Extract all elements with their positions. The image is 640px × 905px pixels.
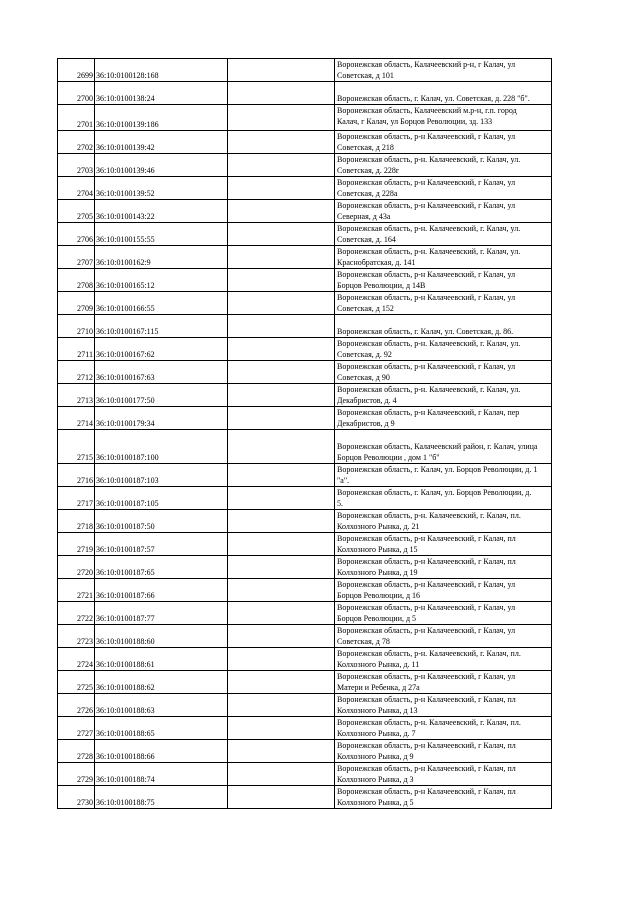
empty-cell: [228, 625, 335, 648]
cadastral-number: 36:10:0100188:65: [95, 717, 228, 740]
row-number: 2711: [58, 338, 95, 361]
empty-cell: [228, 223, 335, 246]
table-row: [58, 292, 552, 315]
cadastral-number: 36:10:0100165:12: [95, 269, 228, 292]
address: Воронежская область, р-н Калачеевский, г Калач, ул Советская, д 228а: [335, 177, 552, 200]
table-row: [58, 361, 552, 384]
cadastral-number: 36:10:0100139:52: [95, 177, 228, 200]
table-row: [58, 625, 552, 648]
address: Воронежская область, р-н Калачеевский, г Калач, ул Борцов Революции, д 5: [335, 602, 552, 625]
row-number: 2708: [58, 269, 95, 292]
empty-cell: [228, 269, 335, 292]
table-row: [58, 177, 552, 200]
row-number: 2713: [58, 384, 95, 407]
cadastral-number: 36:10:0100162:9: [95, 246, 228, 269]
row-number: 2723: [58, 625, 95, 648]
row-number: 2729: [58, 763, 95, 786]
table-row: [58, 487, 552, 510]
table-row: [58, 131, 552, 154]
address: Воронежская область, р-н Калачеевский, г Калач, пл Колхозного Рынка, д 13: [335, 694, 552, 717]
table-row: [58, 740, 552, 763]
row-number: 2717: [58, 487, 95, 510]
table-row: [58, 59, 552, 82]
address: Воронежская область, Калачеевский район, г. Калач, улица Борцов Революции , дом 1 "б": [335, 430, 552, 464]
cadastral-number: 36:10:0100187:77: [95, 602, 228, 625]
table-row: [58, 671, 552, 694]
address: Воронежская область, р-н Калачеевский, г Калач, ул Северная, д 43а: [335, 200, 552, 223]
address: Воронежская область, Калачеевский р-н, г Калач, ул Советская, д 101: [335, 59, 552, 82]
cadastral-number: 36:10:0100187:105: [95, 487, 228, 510]
registry-table: [57, 58, 552, 809]
table-row: [58, 763, 552, 786]
row-number: 2730: [58, 786, 95, 809]
address: Воронежская область, р-н Калачеевский, г Калач, ул Борцов Революции, д 16: [335, 579, 552, 602]
table-row: [58, 694, 552, 717]
table-row: [58, 315, 552, 338]
row-number: 2716: [58, 464, 95, 487]
cadastral-number: 36:10:0100188:62: [95, 671, 228, 694]
address: Воронежская область, р-н Калачеевский, г Калач, пл Колхозного Рынка, д 15: [335, 533, 552, 556]
empty-cell: [228, 154, 335, 177]
empty-cell: [228, 105, 335, 131]
row-number: 2728: [58, 740, 95, 763]
cadastral-number: 36:10:0100166:55: [95, 292, 228, 315]
cadastral-number: 36:10:0100138:24: [95, 82, 228, 105]
address: Воронежская область, г. Калач, ул. Борцов Революции, д. 5.: [335, 487, 552, 510]
address: Воронежская область, р-н. Калачеевский, г. Калач, ул. Советская, д. 92: [335, 338, 552, 361]
empty-cell: [228, 694, 335, 717]
address: Воронежская область, р-н. Калачеевский, г. Калач, ул. Советская, д. 228г: [335, 154, 552, 177]
empty-cell: [228, 786, 335, 809]
address: Воронежская область, р-н. Калачеевский, г. Калач, пл. Колхозного Рынка, д. 11: [335, 648, 552, 671]
empty-cell: [228, 200, 335, 223]
empty-cell: [228, 177, 335, 200]
row-number: 2701: [58, 105, 95, 131]
empty-cell: [228, 602, 335, 625]
empty-cell: [228, 487, 335, 510]
row-number: 2699: [58, 59, 95, 82]
address: Воронежская область, р-н Калачеевский, г Калач, ул Борцов Революции, д 14В: [335, 269, 552, 292]
row-number: 2706: [58, 223, 95, 246]
address: Воронежская область, р-н Калачеевский, г Калач, ул Советская, д 152: [335, 292, 552, 315]
address: Воронежская область, р-н Калачеевский, г Калач, ул Матери и Ребенка, д 27а: [335, 671, 552, 694]
empty-cell: [228, 763, 335, 786]
empty-cell: [228, 338, 335, 361]
address: Воронежская область, р-н Калачеевский, г Калач, ул Советская, д 218: [335, 131, 552, 154]
empty-cell: [228, 430, 335, 464]
table-row: [58, 579, 552, 602]
cadastral-number: 36:10:0100188:66: [95, 740, 228, 763]
empty-cell: [228, 82, 335, 105]
cadastral-number: 36:10:0100167:62: [95, 338, 228, 361]
cadastral-number: 36:10:0100128:168: [95, 59, 228, 82]
row-number: 2703: [58, 154, 95, 177]
empty-cell: [228, 59, 335, 82]
registry-table-body: [58, 59, 552, 809]
address: Воронежская область, р-н. Калачеевский, г. Калач, ул. Краснобратская, д. 141: [335, 246, 552, 269]
address: Воронежская область, р-н Калачеевский, г Калач, пл Колхозного Рынка, д 9: [335, 740, 552, 763]
cadastral-number: 36:10:0100187:66: [95, 579, 228, 602]
empty-cell: [228, 315, 335, 338]
table-row: [58, 154, 552, 177]
cadastral-number: 36:10:0100187:57: [95, 533, 228, 556]
address: Воронежская область, г. Калач, ул. Советская, д. 86.: [335, 315, 552, 338]
empty-cell: [228, 407, 335, 430]
row-number: 2714: [58, 407, 95, 430]
address: Воронежская область, г. Калач, ул. Борцов Революции, д. 1 "а".: [335, 464, 552, 487]
empty-cell: [228, 671, 335, 694]
table-row: [58, 269, 552, 292]
row-number: 2715: [58, 430, 95, 464]
row-number: 2721: [58, 579, 95, 602]
cadastral-number: 36:10:0100139:186: [95, 105, 228, 131]
row-number: 2725: [58, 671, 95, 694]
address: Воронежская область, р-н Калачеевский, г Калач, ул Советская, д 90: [335, 361, 552, 384]
cadastral-number: 36:10:0100155:55: [95, 223, 228, 246]
cadastral-number: 36:10:0100179:34: [95, 407, 228, 430]
row-number: 2719: [58, 533, 95, 556]
row-number: 2700: [58, 82, 95, 105]
empty-cell: [228, 246, 335, 269]
row-number: 2710: [58, 315, 95, 338]
table-row: [58, 533, 552, 556]
table-row: [58, 407, 552, 430]
table-row: [58, 602, 552, 625]
table-row: [58, 648, 552, 671]
table-row: [58, 105, 552, 131]
cadastral-number: 36:10:0100188:63: [95, 694, 228, 717]
cadastral-number: 36:10:0100187:65: [95, 556, 228, 579]
row-number: 2705: [58, 200, 95, 223]
empty-cell: [228, 361, 335, 384]
table-row: [58, 246, 552, 269]
cadastral-number: 36:10:0100177:50: [95, 384, 228, 407]
empty-cell: [228, 533, 335, 556]
row-number: 2722: [58, 602, 95, 625]
row-number: 2712: [58, 361, 95, 384]
row-number: 2709: [58, 292, 95, 315]
address: Воронежская область, р-н Калачеевский, г Калач, пл Колхозного Рынка, д 3: [335, 763, 552, 786]
table-row: [58, 82, 552, 105]
table-row: [58, 464, 552, 487]
table-row: [58, 717, 552, 740]
row-number: 2718: [58, 510, 95, 533]
row-number: 2707: [58, 246, 95, 269]
empty-cell: [228, 717, 335, 740]
table-row: [58, 384, 552, 407]
address: Воронежская область, Калачеевский м.р-н, г.п. город Калач, г Калач, ул Борцов Революции, зд. 133: [335, 105, 552, 131]
cadastral-number: 36:10:0100167:115: [95, 315, 228, 338]
cadastral-number: 36:10:0100139:42: [95, 131, 228, 154]
table-row: [58, 556, 552, 579]
row-number: 2726: [58, 694, 95, 717]
row-number: 2704: [58, 177, 95, 200]
table-row: [58, 430, 552, 464]
address: Воронежская область, р-н Калачеевский, г Калач, ул Советская, д 78: [335, 625, 552, 648]
address: Воронежская область, р-н Калачеевский, г Калач, пер Декабристов, д 9: [335, 407, 552, 430]
address: Воронежская область, р-н. Калачеевский, г. Калач, пл. Колхозного Рынка, д. 7: [335, 717, 552, 740]
cadastral-number: 36:10:0100188:60: [95, 625, 228, 648]
empty-cell: [228, 384, 335, 407]
cadastral-number: 36:10:0100187:100: [95, 430, 228, 464]
empty-cell: [228, 510, 335, 533]
table-row: [58, 510, 552, 533]
empty-cell: [228, 648, 335, 671]
cadastral-number: 36:10:0100187:50: [95, 510, 228, 533]
empty-cell: [228, 556, 335, 579]
cadastral-number: 36:10:0100143:22: [95, 200, 228, 223]
cadastral-number: 36:10:0100188:61: [95, 648, 228, 671]
address: Воронежская область, р-н Калачеевский, г Калач, пл Колхозного Рынка, д 19: [335, 556, 552, 579]
table-row: [58, 786, 552, 809]
row-number: 2702: [58, 131, 95, 154]
address: Воронежская область, р-н. Калачеевский, г. Калач, ул. Декабристов, д. 4: [335, 384, 552, 407]
cadastral-number: 36:10:0100187:103: [95, 464, 228, 487]
address: Воронежская область, р-н. Калачеевский, г. Калач, ул. Советская, д. 164: [335, 223, 552, 246]
address: Воронежская область, р-н Калачеевский, г Калач, пл Колхозного Рынка, д 5: [335, 786, 552, 809]
cadastral-number: 36:10:0100188:75: [95, 786, 228, 809]
empty-cell: [228, 579, 335, 602]
table-row: [58, 338, 552, 361]
row-number: 2727: [58, 717, 95, 740]
address: Воронежская область, г. Калач, ул. Советская, д. 228 "б".: [335, 82, 552, 105]
row-number: 2720: [58, 556, 95, 579]
cadastral-number: 36:10:0100188:74: [95, 763, 228, 786]
empty-cell: [228, 131, 335, 154]
empty-cell: [228, 740, 335, 763]
cadastral-number: 36:10:0100139:46: [95, 154, 228, 177]
table-row: [58, 223, 552, 246]
cadastral-number: 36:10:0100167:63: [95, 361, 228, 384]
table-row: [58, 200, 552, 223]
empty-cell: [228, 292, 335, 315]
address: Воронежская область, р-н. Калачеевский, г. Калач, пл. Колхозного Рынка, д. 21: [335, 510, 552, 533]
empty-cell: [228, 464, 335, 487]
row-number: 2724: [58, 648, 95, 671]
